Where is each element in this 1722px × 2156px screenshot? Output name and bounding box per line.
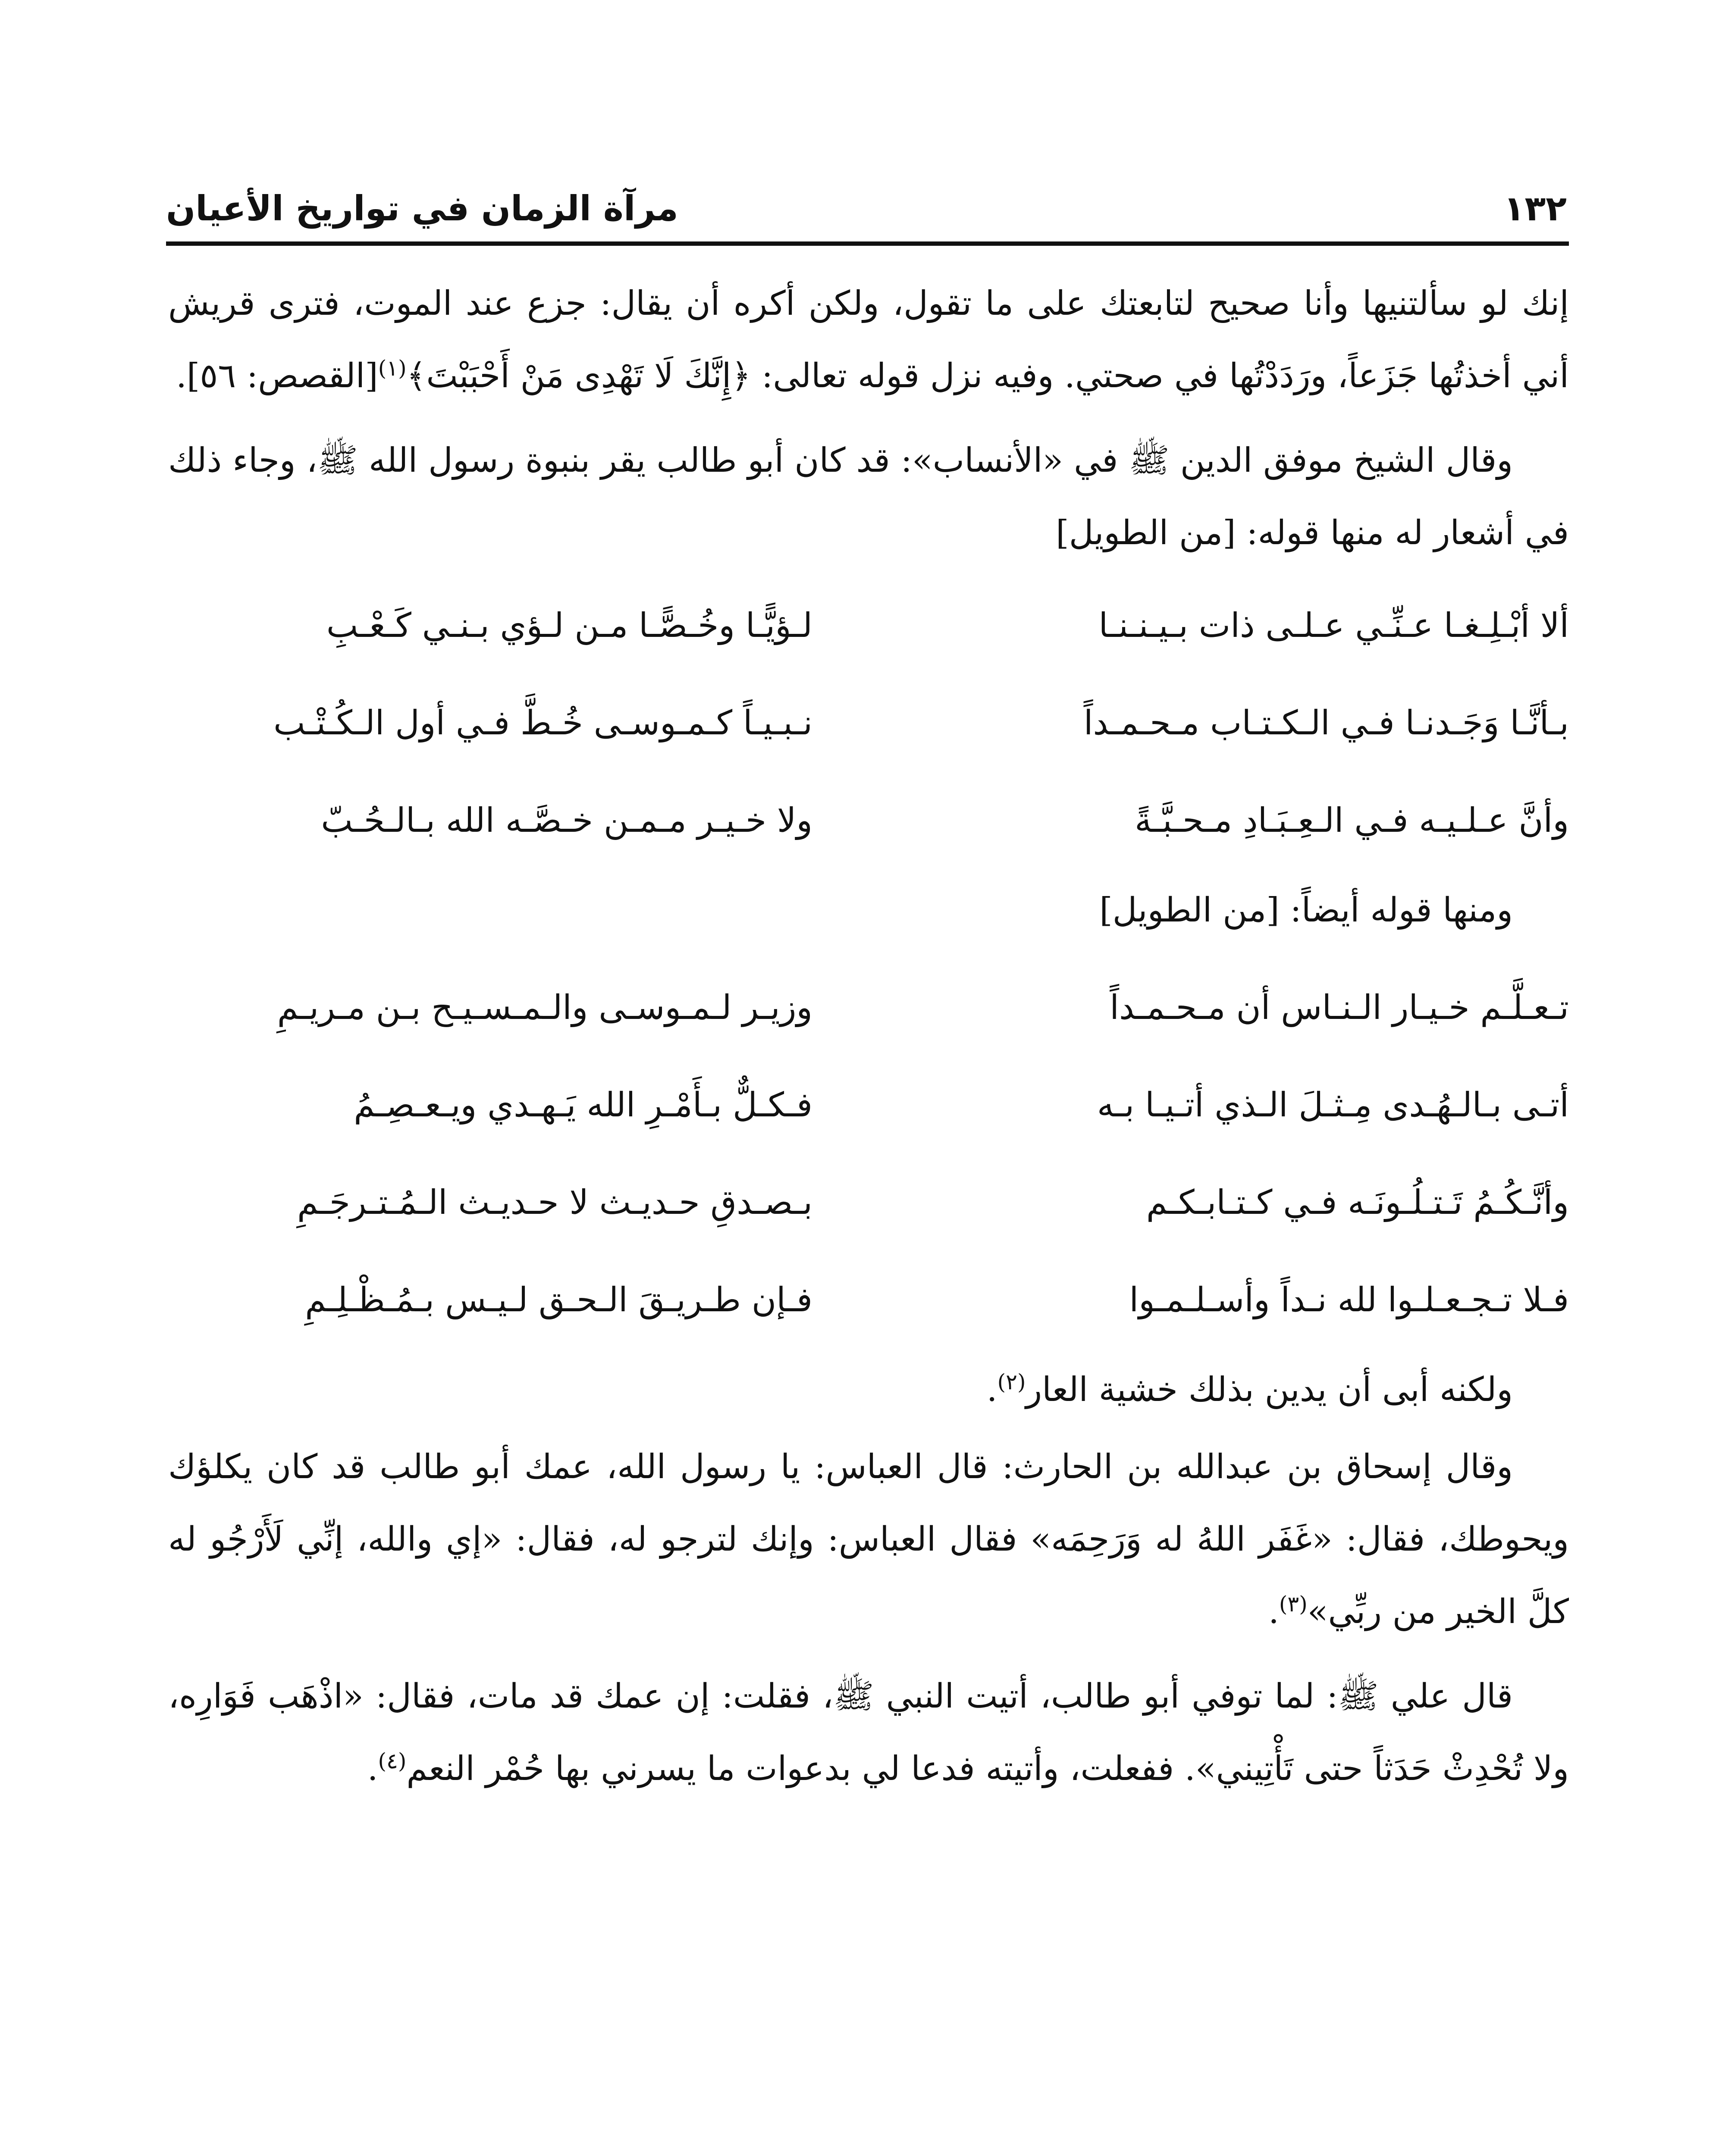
poem-1-verse — [168, 674, 1569, 772]
verse-second-hemistich: فـكـلٌّ بـأَمْـرِ الله يَـهـدي ويـعـصِـمُ — [354, 1086, 813, 1125]
verse-second-hemistich: وزيـر لـمـوسـى والـمـسـيـح بـن مـريـمِ — [277, 988, 813, 1027]
paragraph-1 — [168, 267, 1569, 412]
footnote-ref-3: (٣) — [1279, 1592, 1308, 1617]
book-title: مرآة الزمان في تواريخ الأعيان — [166, 188, 678, 229]
poem-1-verse — [168, 772, 1569, 869]
paragraph-4-text: قال علي ﷺ: لما توفي أبو طالب، أتيت النبي ﷺ، فقلت: إن عمك قد مات، فقال: «اذْهَب فَوَارِه، ولا تُحْدِثْ حَدَثاً حتى تَأْتِيني». ففعلت، وأتيته فدعا لي بدعوات ما يسرني بها حُمْر النعم — [168, 1677, 1569, 1788]
paragraph-3 — [168, 1431, 1569, 1648]
verse-first-hemistich: تـعـلَّـم خـيـار الـنـاس أن مـحـمـداً — [1110, 988, 1569, 1027]
paragraph-4-tail: . — [367, 1749, 378, 1788]
poem-2 — [168, 959, 1569, 1349]
paragraph-3-text: وقال إسحاق بن عبدالله بن الحارث: قال العباس: يا رسول الله، عمك أبو طالب قد كان يكلؤك ويحوطك، فقال: «غَفَر اللهُ له وَرَحِمَه» فقال العباس: وإنك لترجو له، فقال: «إي والله، إنِّي لَأَرْجُو له كلَّ الخير من ربِّي» — [168, 1448, 1569, 1631]
paragraph-1-tail: [القصص: ٥٦]. — [176, 357, 378, 395]
verse-first-hemistich: وأنَّـكُـمُ تَـتـلُـونَـه فـي كـتـابـكـم — [1146, 1183, 1569, 1222]
verse-first-hemistich: فـلا تـجـعـلـوا لله نـداً وأسـلـمـوا — [1129, 1281, 1569, 1319]
poem-2-intro: ومنها قوله أيضاً: [من الطويل] — [1099, 891, 1513, 930]
poem-2-verse — [168, 1154, 1569, 1251]
verse-second-hemistich: لـؤيًّـا وخُـصًّـا مـن لـؤي بـنـي كَـعْـبِ — [326, 606, 813, 645]
verse-first-hemistich: ألا أبْـلِـغـا عـنِّـي عـلـى ذات بـيـنـنـا — [1098, 606, 1569, 645]
running-header — [166, 142, 1567, 229]
verse-first-hemistich: وأنَّ عـلـيـه فـي الـعِـبَـادِ مـحـبَّـةً — [1135, 801, 1569, 840]
verse-second-hemistich: ولا خـيـر مـمـن خـصَّـه الله بـالـحُـبّ — [321, 801, 813, 840]
poem-2-verse — [168, 959, 1569, 1056]
paragraph-1-text: إنك لو سألتنيها وأنا صحيح لتابعتك على ما تقول، ولكن أكره أن يقال: جزع عند الموت، فترى قريش أني أخذتُها جَزَعاً، ورَدَدْتُها في صحتي. وفيه نزل قوله تعالى: ﴿إِنَّكَ لَا تَهْدِى مَنْ أَحْبَبْتَ﴾ — [168, 284, 1569, 395]
verse-second-hemistich: نـبـيـاً كـمـوسـى خُـطَّ فـي أول الـكُـتْـب — [273, 704, 813, 743]
footnote-ref-4: (٤) — [378, 1749, 407, 1774]
main-text — [168, 267, 1569, 1805]
verse-first-hemistich: أتـى بـالـهُـدى مِـثـلَ الـذي أتـيـا بـه — [1097, 1086, 1569, 1125]
page-number: ١٣٢ — [1503, 188, 1567, 229]
paragraph-3-tail: . — [1268, 1592, 1279, 1631]
poem-2-conclusion — [168, 1349, 1569, 1431]
conclusion-tail: . — [986, 1370, 997, 1409]
poem-2-verse — [168, 1056, 1569, 1154]
header-rule — [166, 241, 1569, 246]
poem-2-verse — [168, 1251, 1569, 1349]
verse-second-hemistich: فـإن طـريـقَ الـحـق لـيـس بـمُـظْـلِـمِ — [305, 1281, 813, 1319]
verse-second-hemistich: بـصـدقِ حـديـث لا حـديـث الـمُـتـرجَـمِ — [297, 1183, 813, 1222]
verse-first-hemistich: بـأنَّـا وَجَـدنـا فـي الـكـتـاب مـحـمـداً — [1083, 704, 1569, 743]
poem-1-verse — [168, 577, 1569, 674]
paragraph-4 — [168, 1660, 1569, 1805]
footnote-ref-1: (١) — [378, 356, 407, 381]
conclusion-text: ولكنه أبى أن يدين بذلك خشية العار — [1026, 1370, 1513, 1409]
footnote-ref-2: (٢) — [997, 1369, 1026, 1395]
paragraph-2: وقال الشيخ موفق الدين ﷺ في «الأنساب»: قد كان أبو طالب يقر بنبوة رسول الله ﷺ، وجاء ذلك في أشعار له منها قوله: [من الطويل] — [168, 441, 1569, 552]
poem-1 — [168, 577, 1569, 869]
